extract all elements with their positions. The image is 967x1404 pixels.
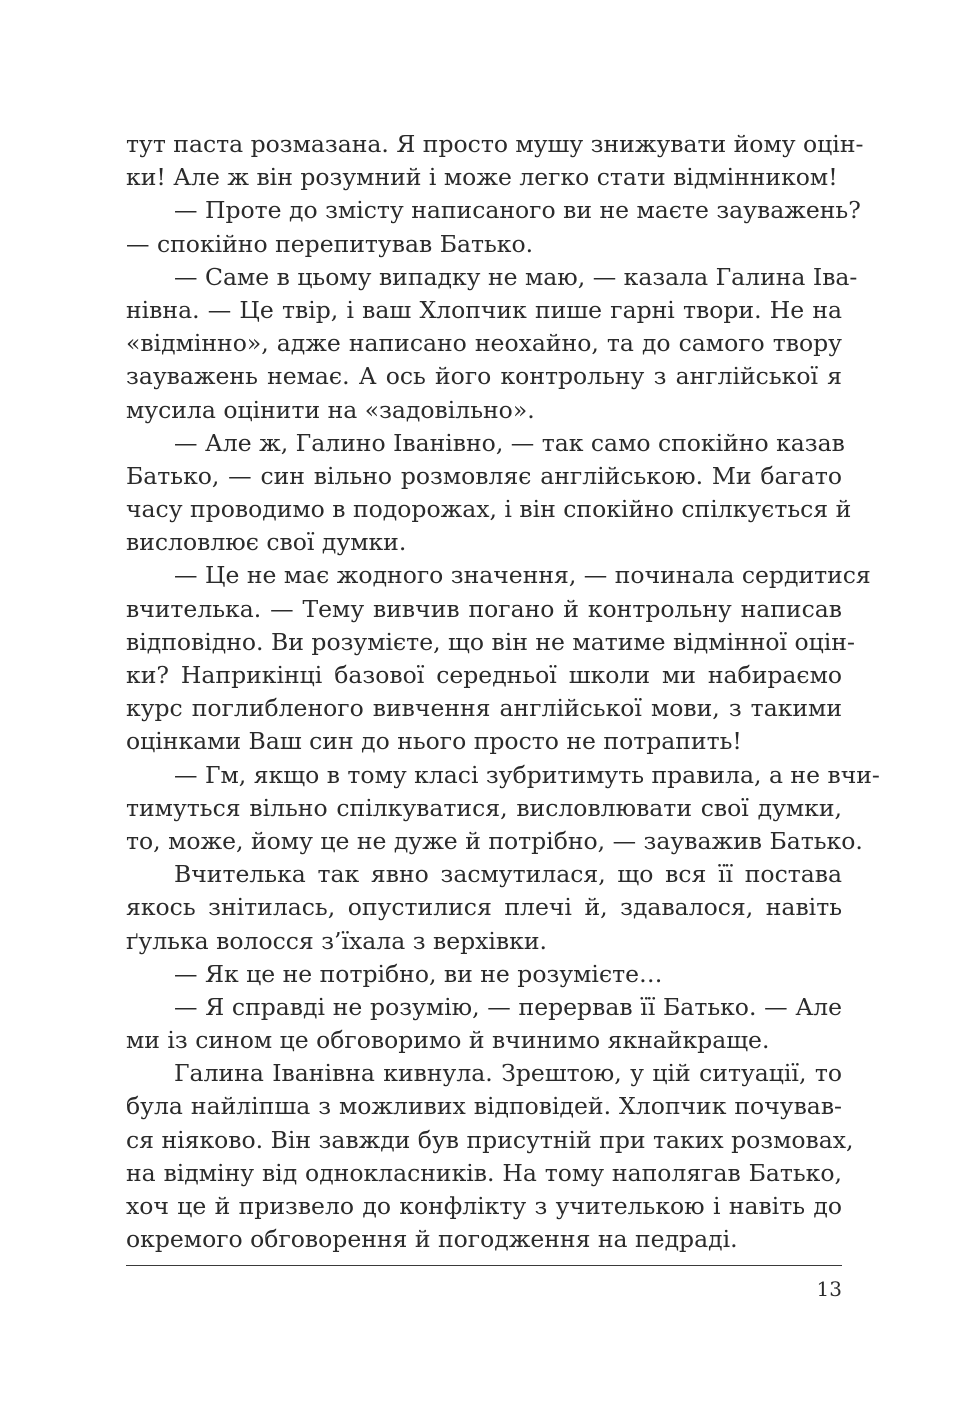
book-page-text [126, 128, 880, 1256]
text-line: курс поглибленого вивчення англійської мови, з такими [126, 694, 842, 723]
page-number: 13 [816, 1277, 842, 1301]
text-line: вчителька. — Тему вивчив погано й контрольну написав [126, 594, 842, 623]
text-line: відповідно. Ви розумієте, що він не матиме відмінної оцін- [126, 627, 855, 656]
text-line: ми із сином це обговоримо й вчинимо якнайкраще. [126, 1026, 770, 1055]
text-line: тут паста розмазана. Я просто мушу знижувати йому оцін- [126, 130, 864, 158]
text-line: ся ніяково. Він завжди був присутній при таких розмовах, [126, 1125, 854, 1154]
text-line: окремого обговорення й погодження на педраді. [126, 1225, 738, 1254]
text-line: — Я справді не розумію, — перервав її Батько. — Але [174, 992, 842, 1021]
text-line: — Гм, якщо в тому класі зубритимуть правила, а не вчи- [174, 760, 880, 789]
text-line: на відміну від однокласників. На тому наполягав Батько, [126, 1158, 842, 1187]
text-line: — Але ж, Галино Іванівно, — так само спокійно казав [174, 428, 845, 457]
text-line: нівна. — Це твір, і ваш Хлопчик пише гарні твори. Не на [126, 295, 842, 324]
text-line: висловлює свої думки. [126, 528, 407, 557]
text-line: Вчителька так явно засмутилася, що вся її постава [174, 860, 842, 889]
text-line: ки? Наприкінці базової середньої школи ми набираємо [126, 661, 842, 689]
text-line: якось знітилась, опустилися плечі й, здавалося, навіть [126, 893, 842, 922]
text-line: мусила оцінити на «задовільно». [126, 395, 535, 424]
text-line: — спокійно перепитував Батько. [126, 229, 534, 258]
text-line: оцінками Ваш син до нього просто не потрапить! [126, 727, 742, 756]
text-line: ки! Але ж він розумний і може легко стати відмінником! [126, 163, 838, 192]
text-line: то, може, йому це не дуже й потрібно, — зауважив Батько. [126, 826, 863, 855]
text-line: — Це не має жодного значення, — починала сердитися [174, 561, 871, 590]
text-line: Батько, — син вільно розмовляє англійською. Ми багато [126, 461, 842, 490]
text-line: — Проте до змісту написаного ви не маєте зауважень? [174, 196, 861, 225]
text-line: — Як це не потрібно, ви не розумієте… [174, 959, 663, 988]
text-line: була найліпша з можливих відповідей. Хлопчик почував- [126, 1092, 842, 1121]
footer-divider [126, 1265, 842, 1266]
text-line: хоч це й призвело до конфлікту з учителькою і навіть до [126, 1192, 842, 1220]
text-line: зауважень немає. А ось його контрольну з англійської я [126, 362, 842, 391]
text-line: Галина Іванівна кивнула. Зрештою, у цій ситуації, то [174, 1059, 842, 1088]
text-line: — Саме в цьому випадку не маю, — казала Галина Іва- [174, 262, 858, 291]
text-line: ґулька волосся з’їхала з верхівки. [126, 926, 547, 955]
text-line: часу проводимо в подорожах, і він спокійно спілкується й [126, 495, 852, 524]
text-line: «відмінно», адже написано неохайно, та до самого твору [126, 329, 842, 358]
text-line: тимуться вільно спілкуватися, висловлювати свої думки, [126, 793, 842, 822]
